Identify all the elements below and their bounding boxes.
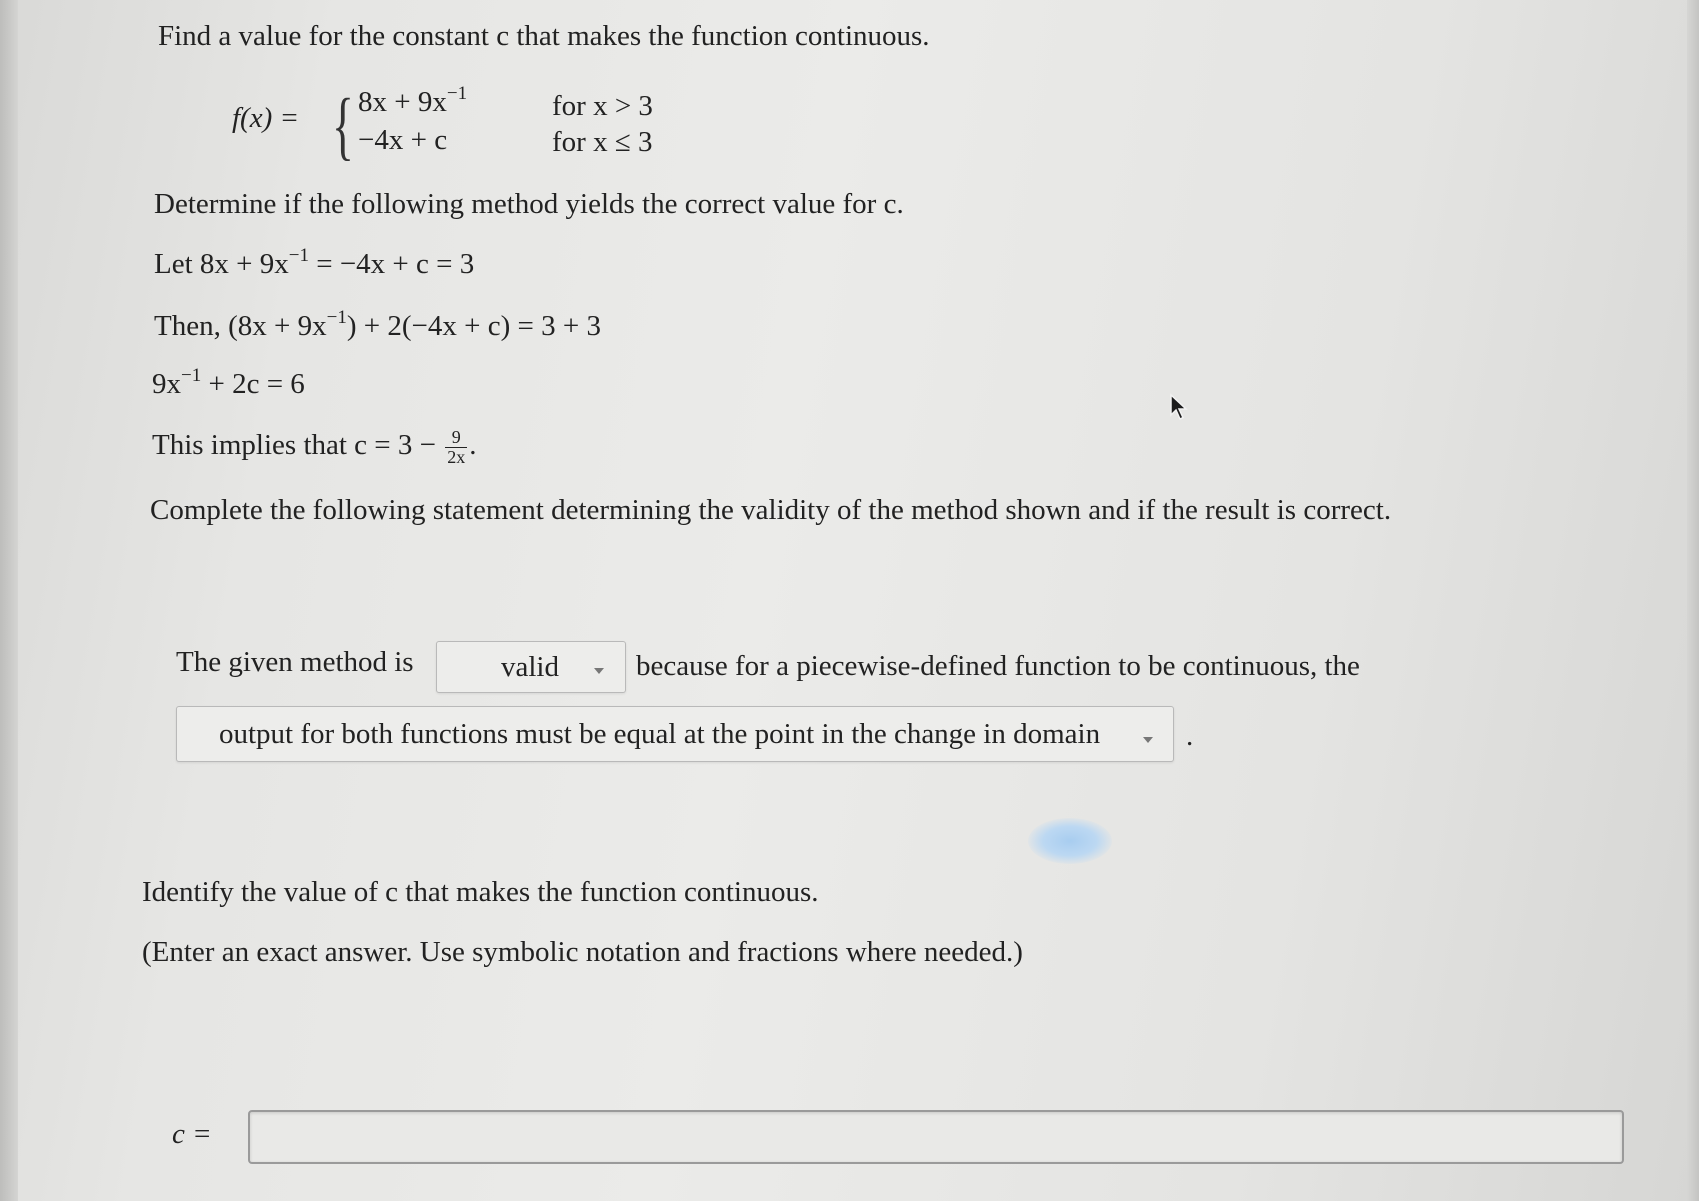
piecewise-brace: { [332,84,354,168]
screen-glare [1028,818,1112,864]
reason-dropdown[interactable] [176,706,1174,762]
statement-middle: because for a piecewise-defined function to be continuous, the [636,650,1360,682]
mouse-pointer-icon [1169,393,1189,423]
method-step-1: Let $8x + 9x^{-1} = -4x + c = 3$ [154,245,475,280]
validity-dropdown-value: valid [501,651,559,683]
piece2-condition: for x ≤ 3 [552,126,653,158]
screen-right-edge [1687,0,1699,1201]
statement-prefix: The given method is [176,646,414,678]
fraction: $\frac{9}{2x}$ [447,427,466,467]
validity-dropdown[interactable] [436,641,626,693]
screen-left-edge [0,0,18,1201]
method-step-3: $9x^{-1} + 2c = 6$ [152,365,305,400]
answer-instructions: (Enter an exact answer. Use symbolic notation and fractions where needed.) [142,936,1023,968]
piece1-expression: $8x + 9x^{-1}$ [358,83,468,118]
answer-label: c = [172,1118,212,1150]
piece1-condition: for x > 3 [552,90,653,122]
reason-dropdown-value: output for both functions must be equal at the point in the change in domain [219,718,1101,750]
function-lhs: f(x) = [232,102,300,134]
method-step-4: This implies that c = 3 − $\frac{9}{2x}$ . [152,427,477,467]
question-prompt: Find a value for the constant c that makes the function continuous. [158,20,930,52]
determine-text: Determine if the following method yields the correct value for c. [154,188,904,220]
identify-text: Identify the value of c that makes the function continuous. [142,876,819,908]
chevron-down-icon [594,668,604,674]
answer-input[interactable] [248,1110,1624,1164]
chevron-down-icon [1143,737,1153,743]
method-step-2: Then, $(8x + 9x^{-1}) + 2(-4x + c) = 3 + 3$ [154,307,601,342]
complete-instruction: Complete the following statement determining the validity of the method shown and if the result is correct. [150,494,1392,526]
statement-end: . [1186,720,1194,752]
piece2-expression: −4x + c [358,124,448,156]
